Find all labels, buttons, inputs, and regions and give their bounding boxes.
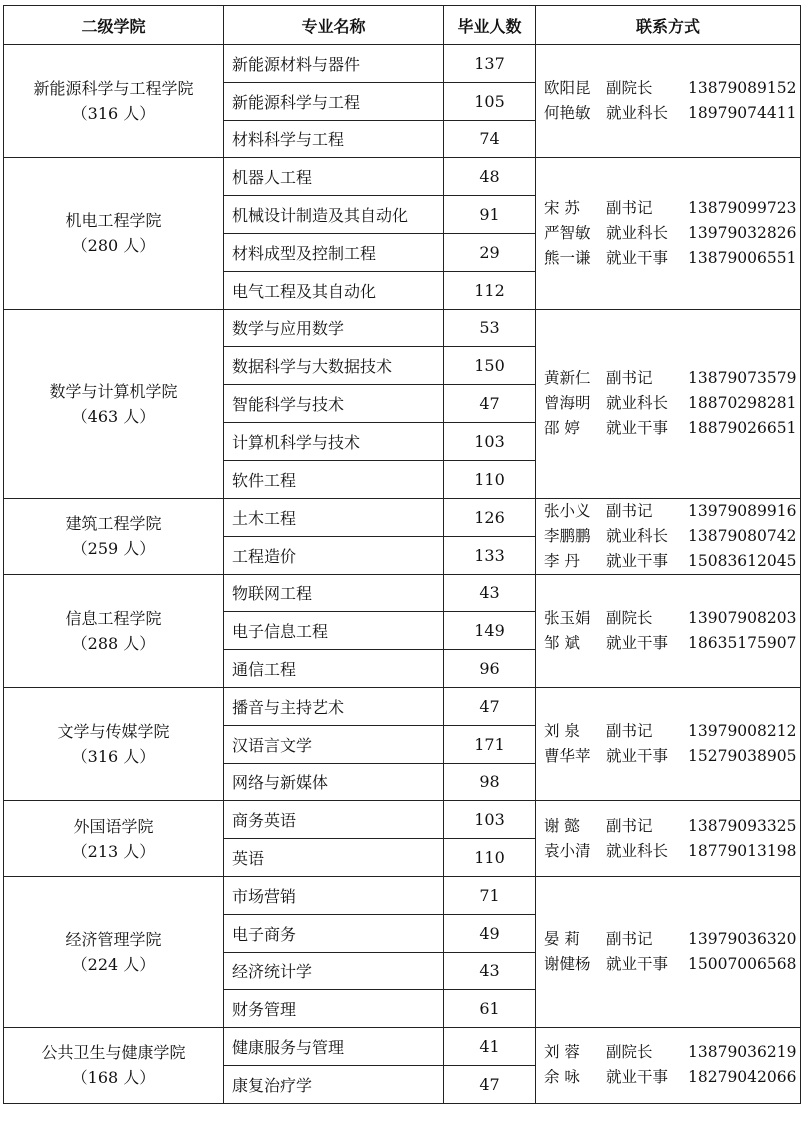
header-college: 二级学院 — [4, 6, 224, 45]
major-name: 物联网工程 — [224, 574, 444, 612]
graduate-count: 110 — [444, 460, 536, 498]
contact-line — [544, 76, 800, 101]
contact-name: 曾海明 — [544, 394, 591, 413]
contact-line — [544, 499, 800, 524]
contact-line — [544, 101, 800, 126]
graduate-count: 74 — [444, 120, 536, 158]
header-major: 专业名称 — [224, 6, 444, 45]
contact-name: 张小义 — [544, 501, 591, 520]
contact-name: 余 咏 — [544, 1068, 580, 1087]
contact-phone: 15279038905 — [688, 747, 797, 766]
contact-phone: 18779013198 — [688, 841, 797, 860]
college-cell — [4, 574, 224, 687]
major-name: 新能源材料与器件 — [224, 45, 444, 83]
major-name: 英语 — [224, 839, 444, 877]
college-total: （288 人） — [71, 633, 156, 653]
graduate-count: 53 — [444, 309, 536, 347]
contact-phone: 18635175907 — [688, 633, 797, 652]
contact-line — [544, 196, 800, 221]
contact-name: 严智敏 — [544, 223, 591, 242]
table-row — [4, 498, 801, 536]
contact-name: 黄新仁 — [544, 369, 591, 388]
college-total: （213 人） — [71, 841, 156, 861]
college-total: （316 人） — [71, 747, 156, 767]
major-name: 商务英语 — [224, 801, 444, 839]
contact-name: 李鹏鹏 — [544, 526, 591, 545]
contact-cell — [536, 687, 801, 800]
contact-phone: 13879036219 — [688, 1043, 797, 1062]
header-count: 毕业人数 — [444, 6, 536, 45]
major-name: 数学与应用数学 — [224, 309, 444, 347]
contact-title: 副书记 — [606, 930, 653, 949]
college-cell — [4, 876, 224, 1027]
contact-phone: 13979036320 — [688, 930, 797, 949]
major-name: 经济统计学 — [224, 952, 444, 990]
table-row — [4, 158, 801, 196]
contact-line — [544, 366, 800, 391]
college-name: 信息工程学院 — [65, 608, 162, 628]
contact-phone: 13879089152 — [688, 79, 797, 98]
college-total: （224 人） — [71, 955, 156, 975]
college-name: 建筑工程学院 — [65, 514, 162, 534]
table-row — [4, 876, 801, 914]
college-cell — [4, 498, 224, 574]
contact-phone: 13979032826 — [688, 223, 797, 242]
college-name: 公共卫生与健康学院 — [41, 1043, 186, 1063]
contact-line — [544, 221, 800, 246]
major-name: 新能源科学与工程 — [224, 82, 444, 120]
contact-cell — [536, 574, 801, 687]
graduate-count: 29 — [444, 233, 536, 271]
header-contact: 联系方式 — [536, 6, 801, 45]
contact-line — [544, 631, 800, 656]
contact-title: 就业科长 — [606, 104, 669, 123]
contact-line — [544, 927, 800, 952]
table-row — [4, 801, 801, 839]
contact-title: 就业干事 — [606, 633, 669, 652]
graduate-count: 41 — [444, 1028, 536, 1066]
contact-title: 副书记 — [606, 198, 653, 217]
contact-phone: 13879093325 — [688, 816, 797, 835]
contact-phone: 18979074411 — [688, 104, 797, 123]
contact-phone: 13879006551 — [688, 248, 797, 267]
graduate-count: 71 — [444, 876, 536, 914]
contact-title: 就业干事 — [606, 419, 669, 438]
graduate-count: 47 — [444, 1065, 536, 1103]
graduate-count: 48 — [444, 158, 536, 196]
table-row — [4, 687, 801, 725]
college-name: 外国语学院 — [73, 816, 154, 836]
graduate-count: 47 — [444, 687, 536, 725]
contact-name: 曹华苹 — [544, 747, 591, 766]
college-name: 机电工程学院 — [65, 211, 162, 231]
contact-name: 何艳敏 — [544, 104, 591, 123]
graduate-count: 103 — [444, 801, 536, 839]
contact-phone: 15083612045 — [688, 551, 797, 570]
contact-title: 副书记 — [606, 722, 653, 741]
college-name: 文学与传媒学院 — [57, 722, 170, 742]
graduate-count: 47 — [444, 385, 536, 423]
contact-line — [544, 246, 800, 271]
table-row — [4, 1028, 801, 1066]
contact-name: 刘 泉 — [544, 722, 580, 741]
contact-line — [544, 839, 800, 864]
graduates-table — [3, 5, 801, 1104]
major-name: 材料科学与工程 — [224, 120, 444, 158]
contact-title: 就业科长 — [606, 841, 669, 860]
contact-name: 张玉娟 — [544, 608, 591, 627]
graduate-count: 149 — [444, 612, 536, 650]
major-name: 智能科学与技术 — [224, 385, 444, 423]
contact-line — [544, 549, 800, 574]
major-name: 健康服务与管理 — [224, 1028, 444, 1066]
contact-line — [544, 606, 800, 631]
contact-line — [544, 524, 800, 549]
contact-line — [544, 391, 800, 416]
contact-phone: 13907908203 — [688, 608, 797, 627]
contact-cell — [536, 876, 801, 1027]
contact-phone: 13979008212 — [688, 722, 797, 741]
contact-name: 袁小清 — [544, 841, 591, 860]
contact-cell — [536, 45, 801, 158]
graduate-count: 126 — [444, 498, 536, 536]
college-name: 经济管理学院 — [65, 930, 162, 950]
college-cell — [4, 687, 224, 800]
contact-name: 刘 蓉 — [544, 1043, 580, 1062]
table-row — [4, 45, 801, 83]
college-total: （259 人） — [71, 539, 156, 559]
contact-phone: 18870298281 — [688, 394, 797, 413]
college-cell — [4, 309, 224, 498]
contact-cell — [536, 1028, 801, 1104]
contact-name: 邹 斌 — [544, 633, 580, 652]
contact-title: 就业干事 — [606, 955, 669, 974]
contact-line — [544, 1040, 800, 1065]
contact-phone: 13879080742 — [688, 526, 797, 545]
major-name: 通信工程 — [224, 650, 444, 688]
contact-line — [544, 744, 800, 769]
college-cell — [4, 801, 224, 877]
contact-title: 副书记 — [606, 816, 653, 835]
college-cell — [4, 1028, 224, 1104]
graduate-count: 137 — [444, 45, 536, 83]
major-name: 汉语言文学 — [224, 725, 444, 763]
contact-phone: 18279042066 — [688, 1068, 797, 1087]
contact-phone: 15007006568 — [688, 955, 797, 974]
college-total: （168 人） — [71, 1068, 156, 1088]
contact-phone: 13979089916 — [688, 501, 797, 520]
graduate-count: 49 — [444, 914, 536, 952]
contact-cell — [536, 801, 801, 877]
graduate-count: 110 — [444, 839, 536, 877]
contact-line — [544, 416, 800, 441]
major-name: 市场营销 — [224, 876, 444, 914]
graduate-count: 43 — [444, 952, 536, 990]
major-name: 土木工程 — [224, 498, 444, 536]
contact-name: 熊一谦 — [544, 248, 591, 267]
major-name: 财务管理 — [224, 990, 444, 1028]
contact-title: 副书记 — [606, 369, 653, 388]
table-row — [4, 309, 801, 347]
major-name: 工程造价 — [224, 536, 444, 574]
major-name: 数据科学与大数据技术 — [224, 347, 444, 385]
major-name: 计算机科学与技术 — [224, 422, 444, 460]
contact-title: 就业干事 — [606, 1068, 669, 1087]
contact-title: 副院长 — [606, 608, 653, 627]
contact-title: 副书记 — [606, 501, 653, 520]
graduate-count: 98 — [444, 763, 536, 801]
contact-name: 谢 懿 — [544, 816, 580, 835]
graduate-count: 150 — [444, 347, 536, 385]
major-name: 电子信息工程 — [224, 612, 444, 650]
contact-line — [544, 719, 800, 744]
major-name: 播音与主持艺术 — [224, 687, 444, 725]
contact-title: 就业科长 — [606, 223, 669, 242]
contact-line — [544, 814, 800, 839]
major-name: 机械设计制造及其自动化 — [224, 196, 444, 234]
contact-phone: 13879099723 — [688, 198, 797, 217]
contact-title: 就业干事 — [606, 551, 669, 570]
contact-title: 就业干事 — [606, 747, 669, 766]
contact-title: 副院长 — [606, 79, 653, 98]
contact-title: 就业科长 — [606, 526, 669, 545]
major-name: 材料成型及控制工程 — [224, 233, 444, 271]
major-name: 电气工程及其自动化 — [224, 271, 444, 309]
major-name: 网络与新媒体 — [224, 763, 444, 801]
table-row — [4, 574, 801, 612]
college-total: （316 人） — [71, 104, 156, 124]
major-name: 康复治疗学 — [224, 1065, 444, 1103]
header-row — [4, 6, 801, 45]
major-name: 机器人工程 — [224, 158, 444, 196]
contact-name: 欧阳昆 — [544, 79, 591, 98]
graduate-count: 171 — [444, 725, 536, 763]
college-name: 新能源科学与工程学院 — [33, 79, 194, 99]
major-name: 电子商务 — [224, 914, 444, 952]
contact-phone: 18879026651 — [688, 419, 797, 438]
college-total: （280 人） — [71, 236, 156, 256]
graduate-count: 103 — [444, 422, 536, 460]
contact-cell — [536, 158, 801, 309]
graduate-count: 105 — [444, 82, 536, 120]
graduate-count: 91 — [444, 196, 536, 234]
contact-phone: 13879073579 — [688, 369, 797, 388]
graduate-count: 112 — [444, 271, 536, 309]
contact-name: 宋 苏 — [544, 198, 580, 217]
contact-title: 就业干事 — [606, 248, 669, 267]
contact-name: 邵 婷 — [544, 419, 580, 438]
college-cell — [4, 45, 224, 158]
contact-cell — [536, 309, 801, 498]
college-name: 数学与计算机学院 — [49, 381, 178, 401]
contact-name: 李 丹 — [544, 551, 580, 570]
contact-name: 谢健杨 — [544, 955, 591, 974]
graduate-count: 61 — [444, 990, 536, 1028]
college-total: （463 人） — [71, 406, 156, 426]
contact-title: 就业科长 — [606, 394, 669, 413]
major-name: 软件工程 — [224, 460, 444, 498]
contact-name: 晏 莉 — [544, 930, 580, 949]
graduate-count: 96 — [444, 650, 536, 688]
contact-cell — [536, 498, 801, 574]
graduate-count: 43 — [444, 574, 536, 612]
college-cell — [4, 158, 224, 309]
contact-line — [544, 1065, 800, 1090]
contact-title: 副院长 — [606, 1043, 653, 1062]
graduate-count: 133 — [444, 536, 536, 574]
contact-line — [544, 952, 800, 977]
